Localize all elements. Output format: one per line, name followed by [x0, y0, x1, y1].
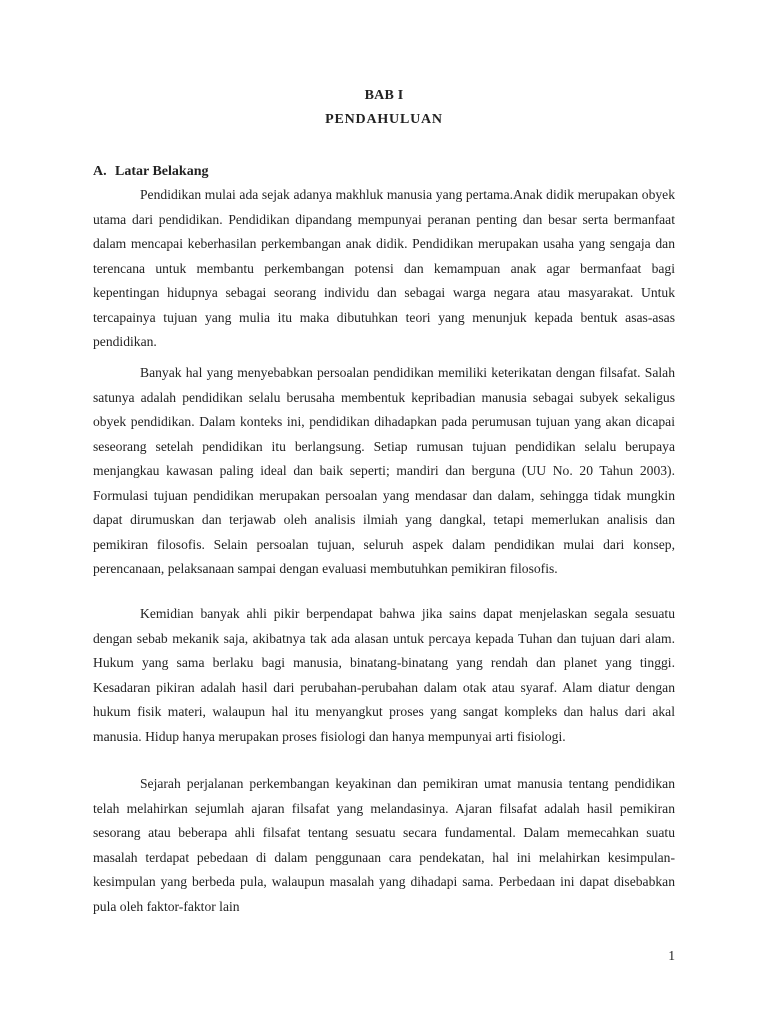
- page-number: 1: [668, 948, 675, 963]
- section-heading: [93, 164, 208, 180]
- section-title: Latar Belakang: [115, 164, 209, 179]
- body-paragraph: Banyak hal yang menyebabkan persoalan pendidikan memiliki keterikatan dengan filsafat. Salah satunya adalah pendidikan selalu berusaha membentuk kepribadian manusia sebagai subyek sekaligus obyek pendidikan. Dalam konteks ini, pendidikan dihadapkan pada perumusan tujuan yang akan dicapai seseorang setelah pendidikan itu berlangsung. Setiap rumusan tujuan pendidikan selalu berupaya menjangkau kawasan paling ideal dan baik seperti; mandiri dan berguna (UU No. 20 Tahun 2003). Formulasi tujuan pendidikan merupakan persoalan yang mendasar dan dalam, sehingga tidak mungkin dapat dirumuskan dan terjawab oleh analisis ilmiah yang dangkal, tetapi memerlukan analisis dan pemikiran filosofis. Selain persoalan tujuan, seluruh aspek dalam pendidikan mulai dari konsep, perencanaan, pelaksanaan sampai dengan evaluasi membutuhkan pemikiran filosofis.: [93, 365, 675, 576]
- body-paragraph: Pendidikan mulai ada sejak adanya makhluk manusia yang pertama.Anak didik merupakan obyek utama dari pendidikan. Pendidikan dipandang mempunyai peranan penting dan besar serta bermanfaat dalam mencapai keberhasilan perkembangan anak didik. Pendidikan merupakan usaha yang sengaja dan terencana untuk membantu perkembangan potensi dan kemampuan anak agar bermanfaat bagi kepentingan hidupnya sebagai seorang individu dan sebagai warga negara atau masyarakat. Untuk tercapainya tujuan yang mulia itu maka dibutuhkan teori yang menunjuk kepada bentuk asas-asas pendidikan.: [93, 187, 675, 349]
- body-paragraph: Sejarah perjalanan perkembangan keyakinan dan pemikiran umat manusia tentang pendidikan telah melahirkan sejumlah ajaran filsafat yang melandasinya. Ajaran filsafat adalah hasil pemikiran sesorang atau beberapa ahli filsafat tentang sesuatu secara fundamental. Dalam memecahkan suatu masalah terdapat pebedaan di dalam penggunaan cara pendekatan, hal ini melahirkan kesimpulan-kesimpulan yang berbeda pula, walaupun masalah yang dihadapi sama. Perbedaan ini dapat disebabkan pula oleh faktor-faktor lain: [93, 776, 675, 914]
- body-paragraph: Kemidian banyak ahli pikir berpendapat bahwa jika sains dapat menjelaskan segala sesuatu dengan sebab mekanik saja, akibatnya tak ada alasan untuk percaya kepada Tuhan dan tujuan dari alam. Hukum yang sama berlaku bagi manusia, binatang-binatang yang rendah dan planet yang tinggi. Kesadaran pikiran adalah hasil dari perubahan-perubahan dalam otak atau syaraf. Alam diatur dengan hukum fisik materi, walaupun hal itu menyangkut proses yang sangat kompleks dan halus dari akal manusia. Hidup hanya merupakan proses fisiologi dan hanya mempunyai arti fisiologi.: [93, 606, 675, 744]
- chapter-number: BAB I: [364, 88, 404, 103]
- chapter-title: PENDAHULUAN: [325, 112, 443, 127]
- section-number: A.: [93, 164, 107, 179]
